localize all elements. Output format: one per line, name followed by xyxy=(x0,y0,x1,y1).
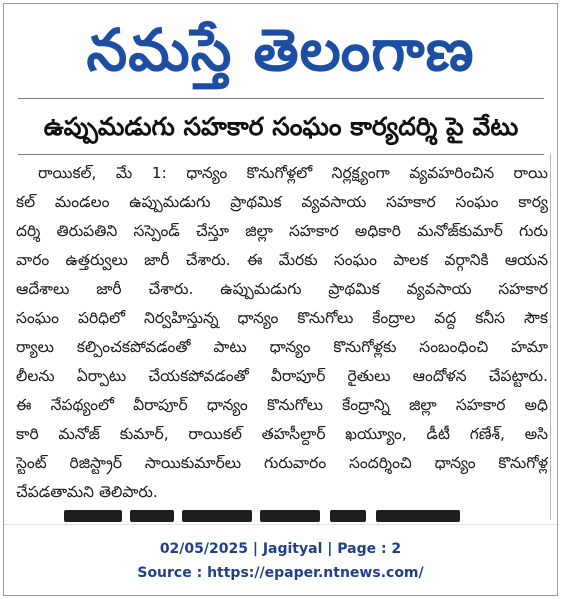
footer-separator xyxy=(4,524,557,525)
article-headline: ఉప్పుమడుగు సహకార సంఘం కార్యదర్శి పై వేటు xyxy=(43,112,519,141)
article-line: ఈ నేపథ్యంలో వీరాపూర్ ధాన్యం కొనుగోలు కేంద్రాన్ని జిల్లా సహకార అధి xyxy=(16,396,548,414)
clipping-frame xyxy=(3,3,558,596)
article-line: సంఘం పరిధిలో నిర్వహిస్తున్న ధాన్యం కొనుగోలు కేంద్రాల వద్ద కనీస సౌక xyxy=(16,309,548,327)
article-line: లీలను ఏర్పాటు చేయకపోవడంతో వీరాపూర్ రైతులు ఆందోళన చేపట్టారు. xyxy=(16,367,548,385)
article-line: స్టెంట్ రిజిస్ట్రార్ సాయికుమార్‌లు గురువారం సందర్శించి ధాన్యం కొనుగోళ్ల xyxy=(16,454,548,472)
article-line: కారి మనోజ్ కుమార్, రాయికల్ తహసీల్దార్ ఖయ్యూం, డీటీ గణేశ్, అసి xyxy=(16,425,548,443)
article-line: ఆదేశాలు జారీ చేశారు. ఉప్పుమడుగు ప్రాథమిక వ్యవసాయ సహకార xyxy=(16,280,548,298)
clipping-meta: 02/05/2025 | Jagityal | Page : 2 xyxy=(159,541,402,557)
article-body xyxy=(4,158,557,518)
article-line: ర్యాలు కల్పించకపోవడంతో పాటు ధాన్యం కొనుగోళ్లకు సంబంధించి హమా xyxy=(16,338,548,356)
article-line: వారం ఉత్తర్వులు జారీ చేశారు. ఈ మేరకు సంఘం పాలక వర్గానికి ఆయన xyxy=(16,251,548,269)
article-line: దర్శి తిరుపతిని సస్పెండ్ చేస్తూ జిల్లా సహకార అధికారి మనోజ్‌కుమార్ గురు xyxy=(16,222,548,240)
truncated-next-headline xyxy=(64,510,484,522)
article-line: చేపడతామని తెలిపారు. xyxy=(16,483,158,501)
divider xyxy=(18,154,544,155)
column-edge xyxy=(550,154,551,520)
article-line: రాయికల్, మే 1: ధాన్యం కొనుగోళ్లలో నిర్లక్ష్యంగా వ్యవహరించిన రాయి xyxy=(38,164,548,182)
divider xyxy=(18,98,544,99)
clipping-source: Source : https://epaper.ntnews.com/ xyxy=(137,565,424,581)
article-line: కల్ మండలం ఉప్పుమడుగు ప్రాథమిక వ్యవసాయ సహకార సంఘం కార్య xyxy=(16,193,548,211)
newspaper-masthead: నమస్తే తెలంగాణ xyxy=(86,16,475,84)
